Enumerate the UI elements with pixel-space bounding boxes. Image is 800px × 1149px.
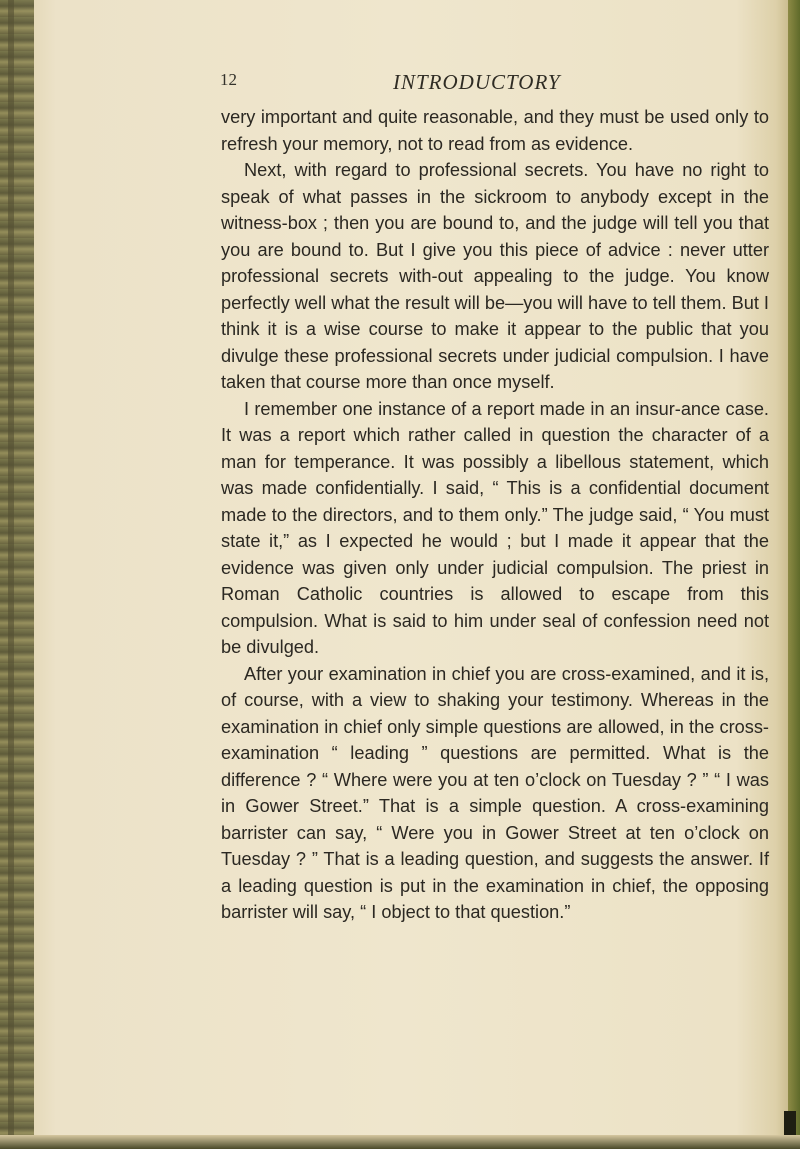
- page-bottom-edge: [0, 1135, 800, 1149]
- paragraph: After your examination in chief you are cross-examined, and it is, of course, with a view to shaking your testimony. Whereas in the examination in chief only simple questions are allowed, in the cross-examination “ leading ” questions are permitted. What is the difference ? “ Where were you at ten o’clock on Tuesday ? ” “ I was in Gower Street.” That is a simple question. A cross-examining barrister can say, “ Were you in Gower Street at ten o’clock on Tuesday ? ” That is a leading question, and suggests the answer. If a leading question is put in the examination in chief, the opposing barrister will say, “ I object to that question.”: [221, 663, 769, 922]
- paragraph: very important and quite reasonable, and they must be used only to refresh your memory, not to read from as evidence.: [221, 107, 769, 154]
- paragraph: Next, with regard to professional secrets. You have no right to speak of what passes in the sickroom to anybody except in the witness-box ; then you are bound to, and the judge will tell you that you are bound to. But I give you this piece of advice : never utter professional secrets with-out appealing to the judge. You know perfectly well what the result will be—you will have to tell them. But I think it is a wise course to make it appear to the public that you divulge these professional secrets under judicial compulsion. I have taken that course more than once myself.: [221, 160, 769, 392]
- book-binding-edge: [0, 0, 34, 1149]
- corner-shadow: [784, 1111, 796, 1135]
- body-text: [221, 104, 769, 926]
- paragraph: I remember one instance of a report made in an insur-ance case. It was a report which rather called in question the character of a man for temperance. It was possibly a libellous statement, which was made confidentially. I said, “ This is a confidential document made to the directors, and to them only.” The judge said, “ You must state it,” as I expected he would ; but I made it appear that the evidence was given only under judicial compulsion. The priest in Roman Catholic countries is allowed to escape from this compulsion. What is said to him under seal of confession need not be divulged.: [221, 398, 769, 657]
- page-number: 12: [220, 70, 237, 89]
- running-head: INTRODUCTORY: [393, 70, 561, 94]
- page-right-edge: [788, 0, 800, 1149]
- page-header: [220, 70, 760, 100]
